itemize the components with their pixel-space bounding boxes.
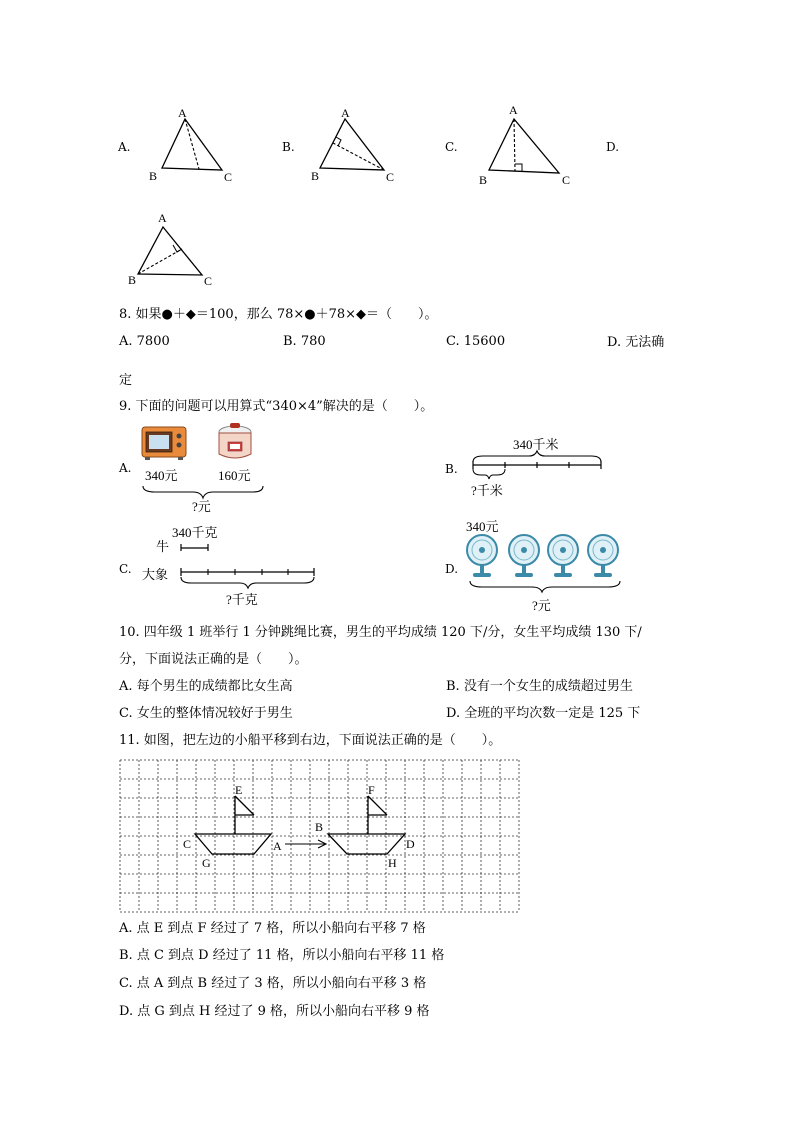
q9-figure-b [465,432,615,507]
q9-figure-d [462,515,632,615]
q9-figure-a [135,420,275,515]
vertex-b: B [479,173,488,187]
q8-stem: 8. 如果●＋◆＝100，那么 78×●＋78×◆＝（ ）。 [119,307,438,322]
cow-value-label: 340千克 [172,525,218,540]
q8-option-a[interactable]: A. 7800 [119,334,170,349]
point-b-label: B [315,820,324,834]
q11-option-b[interactable]: B. 点 C 到点 D 经过了 11 格，所以小船向右平移 11 格 [119,948,445,963]
q10-stem-line2: 分，下面说法正确的是（ ）。 [119,652,308,667]
vertex-b: B [149,169,158,183]
vertex-a: A [158,211,167,225]
triangle-b [320,119,384,170]
point-h-label: H [388,856,397,870]
bottom-brace-b [473,469,505,479]
q7-figure-d [120,208,230,293]
vertex-b: B [128,273,137,287]
q7-option-b-letter: B. [282,140,295,154]
q11-stem: 11. 如图，把左边的小船平移到右边，下面说法正确的是（ ）。 [119,733,502,748]
question-label: ?千米 [471,483,503,498]
q8-option-c[interactable]: C. 15600 [446,334,506,349]
q11-option-d[interactable]: D. 点 G 到点 H 经过了 9 格，所以小船向右平移 9 格 [119,1004,430,1019]
q9-stem: 9. 下面的问题可以用算式“340×4”解决的是（ ）。 [119,399,434,414]
vertex-c: C [562,173,571,187]
point-a-label: A [273,839,282,853]
right-angle-mark-b [336,137,341,146]
oven-icon [142,427,186,460]
q7-option-c-letter: C. [445,140,458,154]
left-boat [195,796,271,854]
vertex-b: B [311,169,320,183]
point-c-label: C [183,837,192,851]
fan-icon [467,535,497,577]
question-label: ?元 [192,499,211,514]
q7-option-a-letter: A. [118,140,131,154]
cow-label: 牛 [156,539,170,554]
altitude-b [333,143,384,170]
point-f-label: F [368,783,375,797]
q7-figure-c [470,98,590,190]
q11-option-a[interactable]: A. 点 E 到点 F 经过了 7 格，所以小船向右平移 7 格 [119,921,426,936]
q10-option-d[interactable]: D. 全班的平均次数一定是 125 下 [446,706,641,721]
dashed-grid [120,760,519,912]
total-distance-label: 340千米 [513,437,559,452]
fan-icon [509,535,539,577]
vertex-c: C [204,274,213,288]
vertex-a: A [509,103,518,117]
q9-figure-c [138,520,328,612]
right-hull [328,834,405,854]
q10-option-b[interactable]: B. 没有一个女生的成绩超过男生 [446,679,633,694]
dashed-segment-a [185,119,199,169]
q9-option-c-letter[interactable]: C. [119,562,132,576]
q10-stem-line1: 10. 四年级 1 班举行 1 分钟跳绳比赛，男生的平均成绩 120 下/分，女生平均成绩 130 下/ [119,625,642,640]
price-340-label: 340元 [145,468,178,483]
vertex-a: A [178,106,187,120]
q9-option-b-letter[interactable]: B. [445,462,458,476]
rice-cooker-icon [219,423,251,458]
q7-figure-a [140,100,250,190]
vertex-c: C [386,170,395,184]
q10-option-a[interactable]: A. 每个男生的成绩都比女生高 [119,679,293,694]
brace-a [143,486,263,498]
brace-d [470,581,620,592]
elephant-label: 大象 [142,567,169,582]
triangle-d [138,227,202,275]
vertex-a: A [341,106,350,120]
top-brace-b [473,451,601,462]
vertex-c: C [224,170,233,184]
triangle-c [489,119,559,173]
left-hull [195,834,271,854]
point-g-label: G [202,856,211,870]
right-angle-mark-c [515,164,522,171]
fan-price-label: 340元 [466,519,499,534]
q11-option-c[interactable]: C. 点 A 到点 B 经过了 3 格，所以小船向右平移 3 格 [119,976,427,991]
point-d-label: D [406,837,415,851]
q8-option-d[interactable]: D. 无法确 [607,335,665,350]
fan-icon [588,535,618,577]
price-160-label: 160元 [218,468,251,483]
q9-option-d-letter[interactable]: D. [445,562,459,576]
question-label: ?千克 [226,592,258,607]
q11-grid-figure [118,758,522,916]
q8-option-b[interactable]: B. 780 [283,334,326,349]
brace-c [181,577,314,588]
q8-option-d-wrap: 定 [119,373,133,388]
right-boat [328,796,405,854]
question-label: ?元 [532,598,551,613]
point-e-label: E [235,783,243,797]
left-sail-edge [235,796,254,815]
fan-icon [548,535,578,577]
q7-option-d-letter: D. [606,140,620,154]
altitude-c [514,119,515,171]
q9-option-a-letter[interactable]: A. [119,461,132,475]
right-sail-edge [368,796,387,815]
q10-option-c[interactable]: C. 女生的整体情况较好于男生 [119,706,293,721]
q7-figure-b [300,100,410,190]
